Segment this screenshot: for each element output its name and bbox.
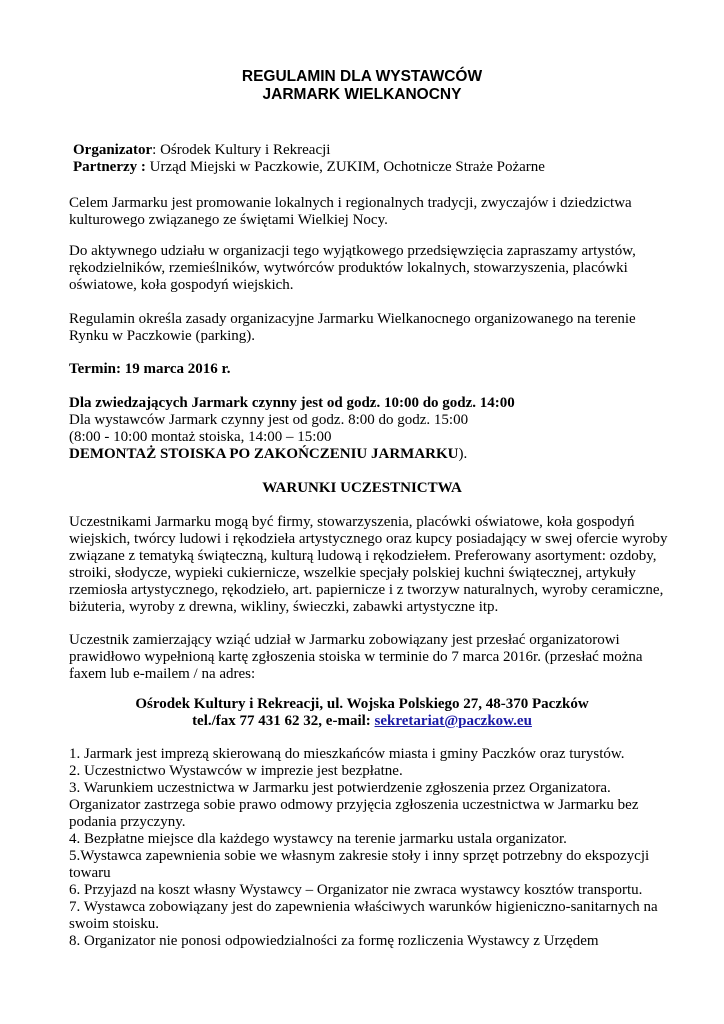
rule-line: 2. Uczestnictwo Wystawców w imprezie jest bezpłatne.	[69, 763, 403, 779]
email-link[interactable]: sekretariat@paczkow.eu	[374, 713, 532, 729]
intro-p2-line: oświatowe, koła gospodyń wiejskich.	[69, 277, 294, 293]
event-date	[69, 361, 231, 378]
section-title-text: WARUNKI UCZESTNICTWA	[262, 480, 462, 496]
document-title-line2: JARMARK WIELKANOCNY	[262, 86, 462, 103]
rule-line: 5.Wystawca zapewnienia sobie we własnym zakresie stoły i inny sprzęt potrzebny do ekspozycji	[69, 848, 650, 864]
intro-p3-line: Rynku w Paczkowie (parking).	[69, 328, 256, 344]
rule-line: swoim stoisku.	[69, 916, 160, 932]
conditions-p2-line: prawidłowo wypełnioną kartę zgłoszenia stoiska w terminie do 7 marca 2016r. (przesłać można	[69, 649, 643, 665]
partners-value: Urząd Miejski w Paczkowie, ZUKIM, Ochotnicze Straże Pożarne	[145, 159, 545, 175]
conditions-p1-line: wiejskich, twórcy ludowi i rękodzieła artystycznego oraz kupcy posiadający w swej ofercie wyroby	[69, 531, 668, 547]
section-title	[0, 480, 724, 497]
rule-line: 3. Warunkiem uczestnictwa w Jarmarku jest potwierdzenie zgłoszenia przez Organizatora.	[69, 780, 611, 796]
document-title-line1: REGULAMIN DLA WYSTAWCÓW	[241, 68, 483, 85]
rule-line: 8. Organizator nie ponosi odpowiedzialności za formę rozliczenia Wystawcy z Urzędem	[69, 933, 599, 949]
visitor-hours-text: Dla zwiedzających Jarmark czynny jest od godz. 10:00 do godz. 14:00	[69, 395, 515, 411]
rule-line: 1. Jarmark jest imprezą skierowaną do mieszkańców miasta i gminy Paczków oraz turystów.	[69, 746, 625, 762]
address-phone: tel./fax 77 431 62 32, e-mail:	[192, 713, 375, 729]
address-line2	[0, 713, 724, 730]
rule-line: 4. Bezpłatne miejsce dla każdego wystawcy na terenie jarmarku ustala organizator.	[69, 831, 567, 847]
intro-p2-line: Do aktywnego udziału w organizacji tego wyjątkowego przedsięwzięcia zapraszamy artystów,	[69, 243, 636, 259]
intro-p1-line: kulturowego związanego ze świętami Wielkiej Nocy.	[69, 212, 388, 228]
organizer-label: Organizator	[73, 142, 153, 158]
dismantle-note	[69, 446, 467, 463]
conditions-p1-line: związane z tematyką świąteczną, kulturą ludową i rękodziełem. Preferowany asortyment: ozdoby,	[69, 548, 657, 564]
dismantle-bold: DEMONTAŻ STOISKA PO ZAKOŃCZENIU JARMARKU	[69, 446, 459, 462]
rule-line: 7. Wystawca zobowiązany jest do zapewnienia właściwych warunków higieniczno-sanitarnych na	[69, 899, 658, 915]
address-line1	[0, 696, 724, 713]
organizer-value: : Ośrodek Kultury i Rekreacji	[152, 142, 331, 158]
rule-line: 6. Przyjazd na koszt własny Wystawcy – Organizator nie zwraca wystawcy kosztów transportu.	[69, 882, 643, 898]
partners-label: Partnerzy :	[73, 159, 146, 175]
visitor-hours	[69, 395, 515, 412]
conditions-p2-line: Uczestnik zamierzający wziąć udział w Jarmarku zobowiązany jest przesłać organizatorowi	[69, 632, 620, 648]
event-date-text: Termin: 19 marca 2016 r.	[69, 361, 231, 377]
conditions-p2-line: faxem lub e-mailem / na adres:	[69, 666, 256, 682]
rule-line: Organizator zastrzega sobie prawo odmowy przyjęcia zgłoszenia uczestnictwa w Jarmarku bez	[69, 797, 639, 813]
rule-line: towaru	[69, 865, 111, 881]
organizer-line	[73, 142, 330, 159]
rule-line: podania przyczyny.	[69, 814, 186, 830]
conditions-p1-line: stroiki, słodycze, wypieki cukiernicze, wszelkie specjały polskiej kuchni świątecznej, artykuły	[69, 565, 636, 581]
setup-hours: (8:00 - 10:00 montaż stoiska, 14:00 – 15:00	[69, 429, 332, 445]
intro-p3-line: Regulamin określa zasady organizacyjne Jarmarku Wielkanocnego organizowanego na terenie	[69, 311, 636, 327]
conditions-p1-line: biżuteria, wyroby z drewna, wikliny, świeczki, zabawki artystyczne itp.	[69, 599, 499, 615]
intro-p2-line: rękodzielników, rzemieślników, wytwórców produktów lokalnych, stowarzyszenia, placówki	[69, 260, 628, 276]
conditions-p1-line: rzemiosła artystycznego, rękodzieło, art. papiernicze i z tworzyw naturalnych, wyroby ceramiczne,	[69, 582, 664, 598]
address-line1-text: Ośrodek Kultury i Rekreacji, ul. Wojska Polskiego 27, 48-370 Paczków	[135, 696, 589, 712]
dismantle-end: ).	[458, 446, 468, 462]
exhibitor-hours: Dla wystawców Jarmark czynny jest od godz. 8:00 do godz. 15:00	[69, 412, 469, 428]
partners-line	[73, 159, 545, 176]
conditions-p1-line: Uczestnikami Jarmarku mogą być firmy, stowarzyszenia, placówki oświatowe, koła gospodyń	[69, 514, 635, 530]
intro-p1-line: Celem Jarmarku jest promowanie lokalnych i regionalnych tradycji, zwyczajów i dziedzictwa	[69, 195, 632, 211]
